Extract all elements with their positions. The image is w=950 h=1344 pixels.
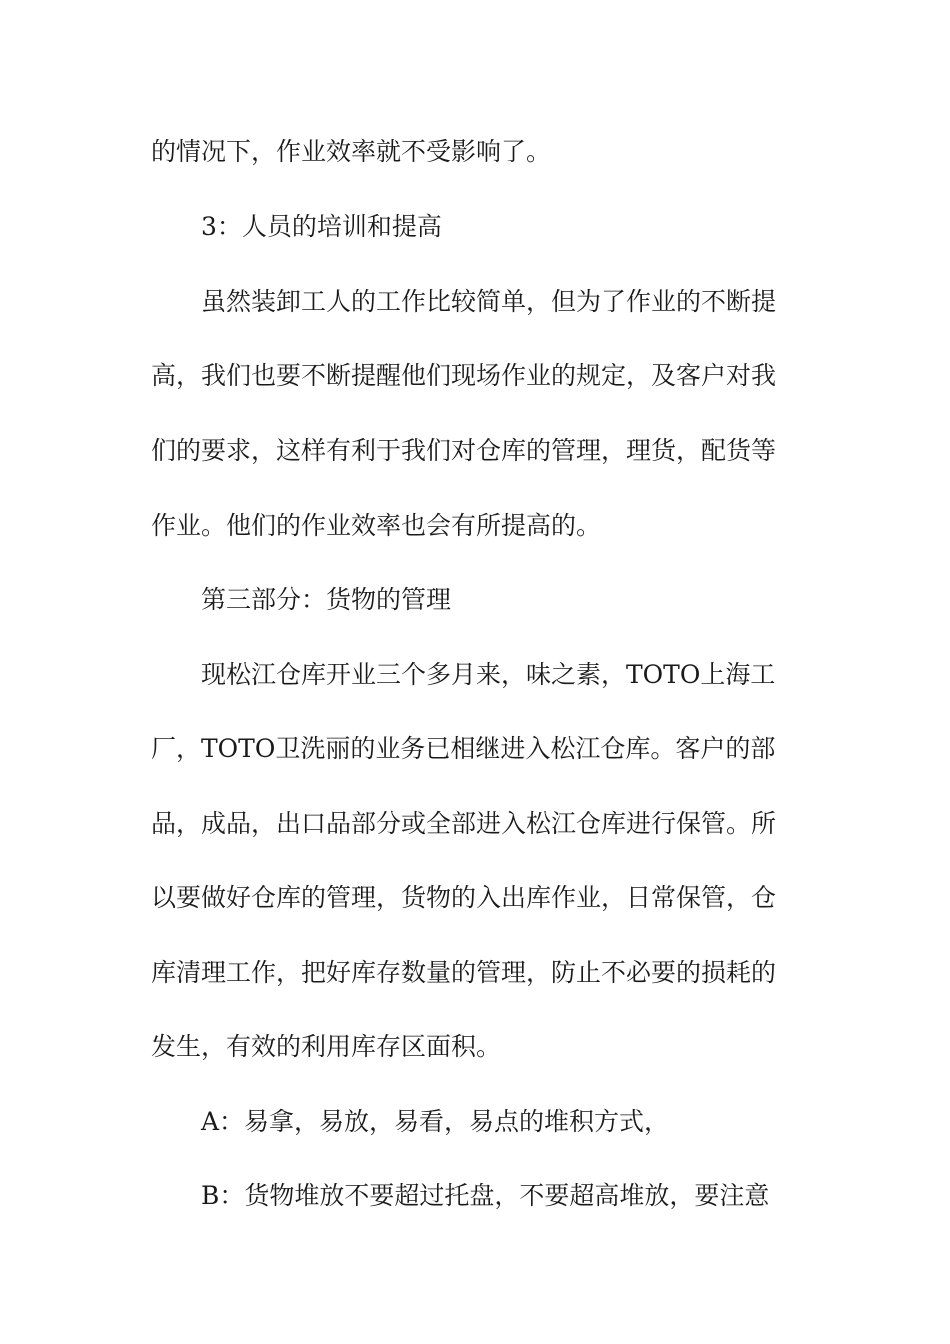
paragraph-line: 以要做好仓库的管理，货物的入出库作业，日常保管，仓	[151, 883, 777, 912]
paragraph-line: 高，我们也要不断提醒他们现场作业的规定，及客户对我	[151, 361, 777, 390]
paragraph-line: 现松江仓库开业三个多月来，味之素，TOTO上海工	[201, 660, 776, 689]
section-heading: 3：人员的培训和提高	[201, 212, 442, 241]
paragraph-line: 作业。他们的作业效率也会有所提高的。	[151, 511, 602, 540]
paragraph-line: 发生，有效的利用库存区面积。	[151, 1032, 502, 1061]
paragraph-line: 库清理工作，把好库存数量的管理，防止不必要的损耗的	[151, 958, 777, 987]
paragraph-line: 厂，TOTO卫洗丽的业务已相继进入松江仓库。客户的部	[151, 734, 776, 763]
paragraph-line: 虽然装卸工人的工作比较简单，但为了作业的不断提	[201, 287, 777, 316]
list-item: B：货物堆放不要超过托盘，不要超高堆放，要注意	[201, 1181, 770, 1210]
list-item: A：易拿，易放，易看，易点的堆积方式，	[201, 1107, 670, 1136]
paragraph-line: 们的要求，这样有利于我们对仓库的管理，理货，配货等	[151, 436, 777, 465]
section-heading: 第三部分：货物的管理	[201, 585, 452, 614]
paragraph-line: 品，成品，出口品部分或全部进入松江仓库进行保管。所	[151, 809, 777, 838]
paragraph-line: 的情况下，作业效率就不受影响了。	[151, 137, 552, 166]
